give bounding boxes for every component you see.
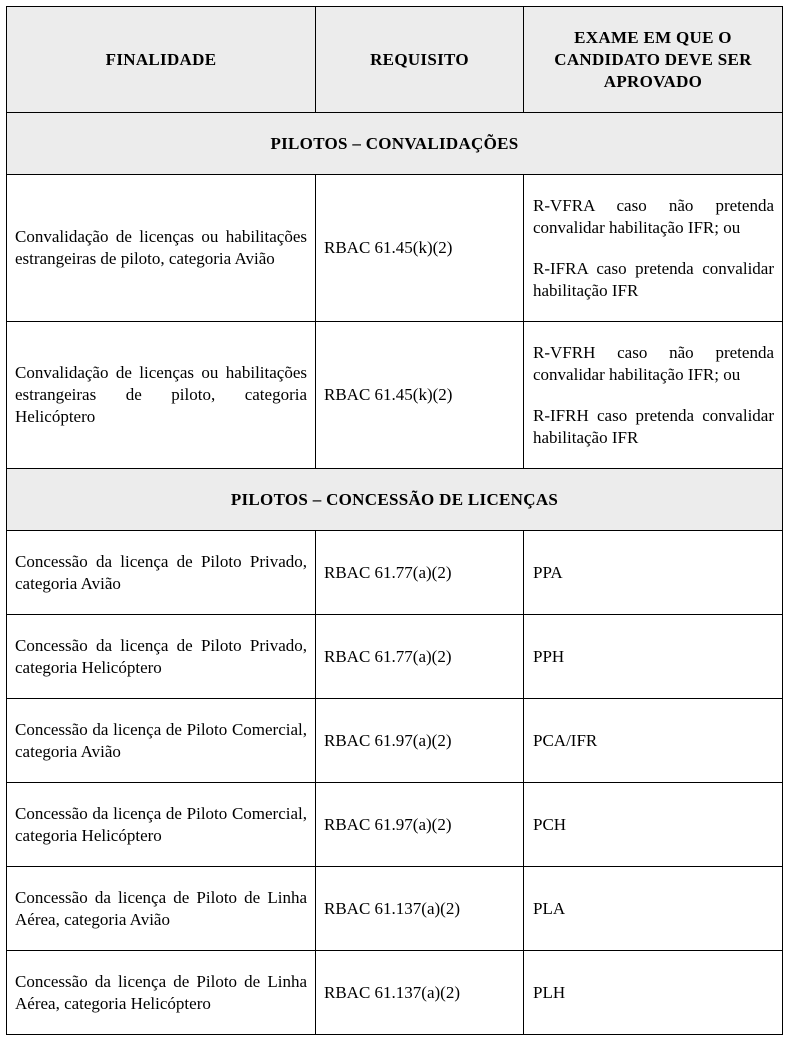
section-title: PILOTOS – CONVALIDAÇÕES bbox=[7, 113, 783, 175]
table-row bbox=[7, 615, 783, 699]
table-row bbox=[7, 951, 783, 1035]
table-row bbox=[7, 175, 783, 322]
table-row bbox=[7, 867, 783, 951]
header-exame: EXAME EM QUE O CANDIDATO DEVE SER APROVADO bbox=[524, 7, 783, 113]
cell-exame: PLA bbox=[524, 867, 783, 951]
cell-requisito: RBAC 61.97(a)(2) bbox=[316, 699, 524, 783]
cell-finalidade: Concessão da licença de Piloto Comercial, categoria Helicóptero bbox=[7, 783, 316, 867]
cell-exame: PPH bbox=[524, 615, 783, 699]
cell-exame bbox=[524, 175, 783, 322]
table-header-row bbox=[7, 7, 783, 113]
table-row bbox=[7, 322, 783, 469]
cell-exame: PPA bbox=[524, 531, 783, 615]
cell-requisito: RBAC 61.77(a)(2) bbox=[316, 531, 524, 615]
cell-exame bbox=[524, 322, 783, 469]
header-requisito: REQUISITO bbox=[316, 7, 524, 113]
cell-exame: PLH bbox=[524, 951, 783, 1035]
cell-exame: PCH bbox=[524, 783, 783, 867]
section-header-convalidacoes bbox=[7, 113, 783, 175]
cell-requisito: RBAC 61.45(k)(2) bbox=[316, 322, 524, 469]
table-row bbox=[7, 531, 783, 615]
cell-finalidade: Convalidação de licenças ou habilitações estrangeiras de piloto, categoria Helicóptero bbox=[7, 322, 316, 469]
cell-finalidade: Concessão da licença de Piloto de Linha Aérea, categoria Avião bbox=[7, 867, 316, 951]
cell-requisito: RBAC 61.77(a)(2) bbox=[316, 615, 524, 699]
cell-requisito: RBAC 61.137(a)(2) bbox=[316, 867, 524, 951]
exame-option: R-IFRA caso pretenda convalidar habilitação IFR bbox=[533, 258, 774, 300]
exame-option: R-IFRH caso pretenda convalidar habilitação IFR bbox=[533, 405, 774, 447]
table-row bbox=[7, 783, 783, 867]
cell-finalidade: Concessão da licença de Piloto Comercial, categoria Avião bbox=[7, 699, 316, 783]
exame-option: R-VFRA caso não pretenda convalidar habilitação IFR; ou bbox=[533, 195, 774, 237]
section-title: PILOTOS – CONCESSÃO DE LICENÇAS bbox=[7, 469, 783, 531]
cell-requisito: RBAC 61.45(k)(2) bbox=[316, 175, 524, 322]
cell-finalidade: Convalidação de licenças ou habilitações estrangeiras de piloto, categoria Avião bbox=[7, 175, 316, 322]
exam-requirements-table bbox=[6, 6, 783, 1035]
cell-requisito: RBAC 61.97(a)(2) bbox=[316, 783, 524, 867]
exame-option: R-VFRH caso não pretenda convalidar habilitação IFR; ou bbox=[533, 342, 774, 384]
cell-requisito: RBAC 61.137(a)(2) bbox=[316, 951, 524, 1035]
cell-exame: PCA/IFR bbox=[524, 699, 783, 783]
table-row bbox=[7, 699, 783, 783]
cell-finalidade: Concessão da licença de Piloto Privado, categoria Avião bbox=[7, 531, 316, 615]
cell-finalidade: Concessão da licença de Piloto Privado, categoria Helicóptero bbox=[7, 615, 316, 699]
header-finalidade: FINALIDADE bbox=[7, 7, 316, 113]
section-header-concessao bbox=[7, 469, 783, 531]
cell-finalidade: Concessão da licença de Piloto de Linha Aérea, categoria Helicóptero bbox=[7, 951, 316, 1035]
